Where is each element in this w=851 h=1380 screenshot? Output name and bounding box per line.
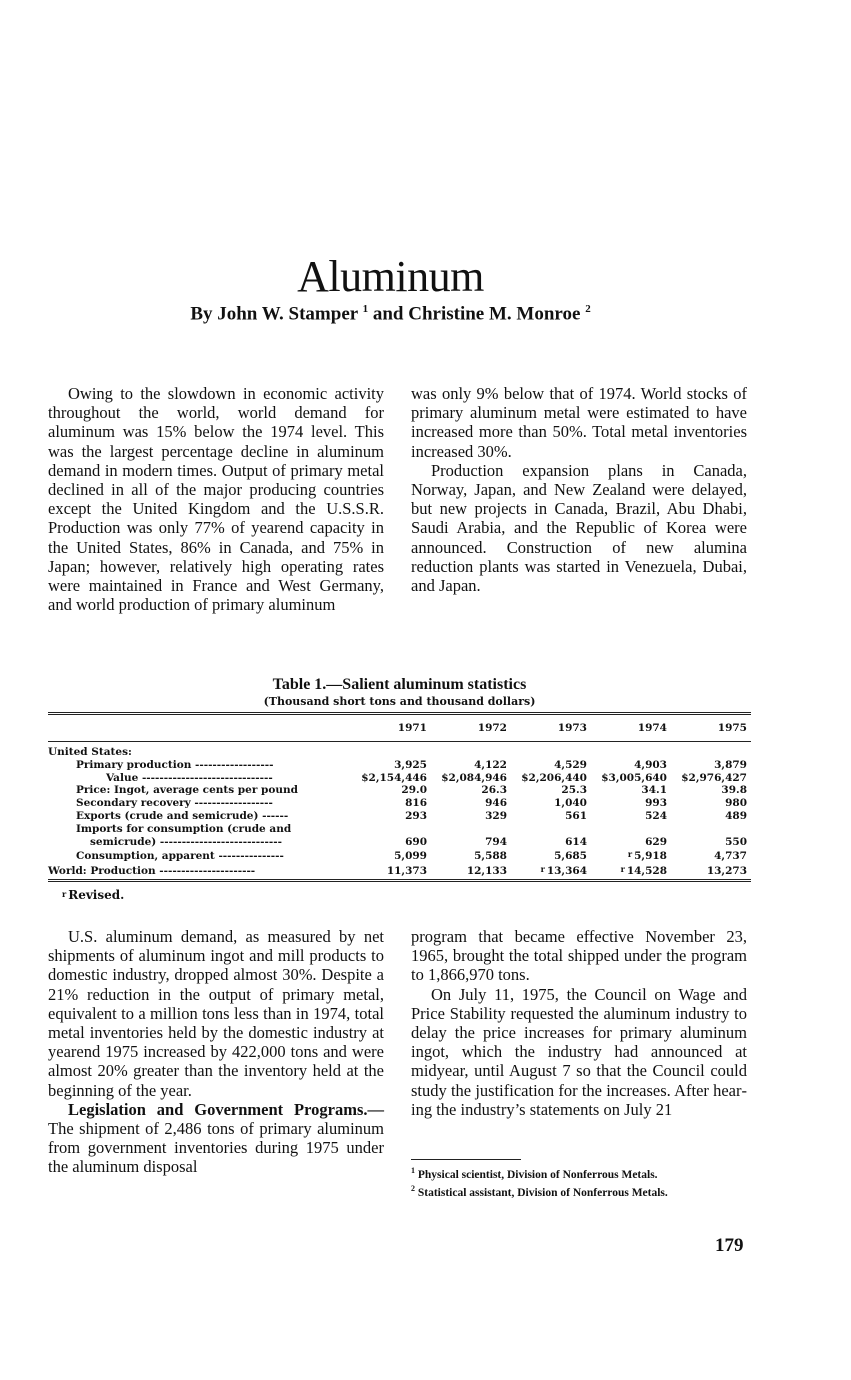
body-paragraph-1: U.S. aluminum demand, as measured by net shipments of aluminum ingot and mill products to domestic industry, dropped almost 30%. Despite a 21% reduction in the output of primary metal, equivalent to a million tons less than in 1974, total metal inventories held by the domestic industry at yearend 1975 increased by 422,000 tons and were almost 20% greater than the inventory held at the beginning of the year. bbox=[48, 927, 384, 1100]
intro-column-right bbox=[411, 384, 747, 595]
cell: 13,273 bbox=[706, 865, 747, 878]
section-label: United States: bbox=[48, 746, 132, 758]
header-year: 1971 bbox=[397, 721, 427, 734]
table-row bbox=[48, 772, 751, 785]
cell: 4,737 bbox=[714, 850, 747, 863]
section-text: The shipment of 2,486 tons of primary aluminum from government inventories during 1975 under the aluminum disposal bbox=[48, 1119, 384, 1177]
row-label: Consumption, apparent --------------- bbox=[76, 850, 284, 863]
byline bbox=[0, 303, 781, 325]
cell: 489 bbox=[725, 809, 747, 822]
cell: 39.8 bbox=[721, 784, 747, 797]
cell: 4,122 bbox=[474, 758, 507, 771]
table-row bbox=[48, 863, 751, 878]
cell: 26.3 bbox=[481, 784, 507, 797]
cell: 293 bbox=[405, 809, 427, 822]
table-row bbox=[48, 759, 751, 772]
intro-paragraph-1: Owing to the slowdown in economic activity throughout the world, world demand for aluminum was 15% below the 1974 level. This was the largest percentage decline in aluminum demand in modern times. Output of primary metal declined in all of the major producing countries except the United Kingdom and the U.S.S.R. Production was only 77% of yearend capacity in the United States, 86% in Canada, and 75% in Japan; however, relatively high operating rates were maintained in France and West Germany, and world production of primary aluminum bbox=[48, 384, 384, 615]
row-label: semicrude) ---------------------------- bbox=[90, 835, 282, 848]
table-row bbox=[48, 836, 751, 849]
footnote-ref-1: 1 bbox=[362, 303, 369, 315]
cell: 11,373 bbox=[386, 865, 427, 878]
cell: 550 bbox=[725, 835, 747, 848]
body-paragraph-2 bbox=[48, 1100, 384, 1177]
table-subtitle: (Thousand short tons and thousand dollars) bbox=[263, 695, 536, 708]
row-label: Exports (crude and semicrude) ------ bbox=[76, 809, 289, 822]
header-blank bbox=[48, 715, 351, 741]
header-year: 1973 bbox=[557, 721, 587, 734]
author-1: By John W. Stamper bbox=[190, 303, 358, 325]
cell: 29.0 bbox=[401, 784, 427, 797]
cell: 12,133 bbox=[466, 865, 507, 878]
cell: $2,084,946 bbox=[441, 771, 507, 784]
table-header-row bbox=[48, 715, 751, 741]
intro-paragraph-1-continued: was only 9% below that of 1974. World stocks of primary aluminum metal were estimated to have increased more than 50%. Total metal inventories increased 30%. bbox=[411, 384, 747, 461]
cell: 980 bbox=[725, 797, 747, 810]
table-title: Table 1.—Salient aluminum statistics bbox=[272, 676, 527, 693]
statistics-body bbox=[48, 746, 751, 878]
intro-paragraph-2: Production expansion plans in Canada, Norway, Japan, and New Zealand were delayed, but new projects in Canada, Brazil, Abu Dhabi, Saudi Arabia, and the Republic of Korea were announced. Construction of new alumina reduction plants was started in Venezuela, Dubai, and Japan. bbox=[411, 460, 747, 596]
salient-statistics-table bbox=[48, 712, 751, 882]
section-heading: Legislation and Government Programs.— bbox=[68, 1099, 384, 1119]
row-label: Price: Ingot, average cents per pound bbox=[76, 784, 298, 797]
cell: 3,879 bbox=[714, 758, 747, 771]
cell-revised: r 13,364 bbox=[540, 864, 587, 878]
cell: 5,588 bbox=[474, 850, 507, 863]
cell: 614 bbox=[565, 835, 587, 848]
cell-revised: r 14,528 bbox=[620, 864, 667, 878]
page-title: Aluminum bbox=[297, 252, 484, 302]
body-column-left bbox=[48, 927, 384, 1177]
cell: 3,925 bbox=[394, 758, 427, 771]
row-label: World: Production ---------------------- bbox=[48, 865, 256, 878]
cell: $2,206,440 bbox=[521, 771, 587, 784]
cell: 4,903 bbox=[634, 758, 667, 771]
cell: 34.1 bbox=[641, 784, 667, 797]
cell-revised: r 5,918 bbox=[627, 849, 667, 863]
footnotes bbox=[411, 1159, 751, 1201]
cell: 690 bbox=[405, 835, 427, 848]
cell: 561 bbox=[565, 809, 587, 822]
cell: $2,976,427 bbox=[681, 771, 747, 784]
body-paragraph-2-continued: program that became effective November 23, 1965, brought the total shipped under the program to 1,866,970 tons. bbox=[411, 927, 747, 985]
row-label: Primary production ------------------ bbox=[76, 758, 274, 771]
byline-and-author-2: and Christine M. Monroe bbox=[372, 303, 581, 325]
header-year: 1975 bbox=[717, 721, 747, 734]
cell: 816 bbox=[405, 797, 427, 810]
cell: 993 bbox=[645, 797, 667, 810]
footnote-ref-2: 2 bbox=[585, 303, 591, 315]
revised-footnote: r Revised. bbox=[62, 888, 125, 902]
body-paragraph-3: On July 11, 1975, the Council on Wage and Price Stability requested the aluminum industry to delay the price increases for primary aluminum ingot, which the industry had announced at midyear, until August 7 so that the Council could study the justification for the increases. After hearing the industry’s statements on July 21 bbox=[411, 984, 747, 1119]
cell: 4,529 bbox=[554, 758, 587, 771]
cell: 5,099 bbox=[394, 850, 427, 863]
cell: 794 bbox=[485, 835, 507, 848]
table-header-rule bbox=[48, 741, 751, 742]
footnote-2: $^2$ Statistical assistant, Division of Nonferrous Metals. bbox=[411, 1184, 668, 1200]
statistics-grid bbox=[48, 715, 751, 741]
cell: 5,685 bbox=[554, 850, 587, 863]
table-row bbox=[48, 810, 751, 823]
body-column-right bbox=[411, 927, 747, 1119]
cell: 25.3 bbox=[561, 784, 587, 797]
cell: $2,154,446 bbox=[361, 771, 427, 784]
cell: 524 bbox=[645, 809, 667, 822]
cell: $3,005,640 bbox=[601, 771, 667, 784]
table-row bbox=[48, 797, 751, 810]
table-bottom-rule bbox=[48, 879, 751, 882]
table-row bbox=[48, 848, 751, 863]
row-label: Value ------------------------------ bbox=[106, 771, 273, 784]
row-label: Secondary recovery ------------------ bbox=[76, 797, 273, 810]
row-label: Imports for consumption (crude and bbox=[76, 822, 292, 835]
header-year: 1974 bbox=[637, 721, 667, 734]
table-row bbox=[48, 823, 751, 836]
cell: 946 bbox=[485, 797, 507, 810]
cell: 629 bbox=[645, 835, 667, 848]
cell: 329 bbox=[485, 809, 507, 822]
table-row bbox=[48, 784, 751, 797]
footnote-rule bbox=[411, 1159, 521, 1160]
intro-column-left bbox=[48, 384, 384, 614]
cell: 1,040 bbox=[554, 797, 587, 810]
header-year: 1972 bbox=[477, 721, 507, 734]
table-row bbox=[48, 746, 751, 759]
page-number: 179 bbox=[715, 1235, 744, 1256]
footnote-1: $^1$ Physical scientist, Division of Nonferrous Metals. bbox=[411, 1166, 658, 1181]
